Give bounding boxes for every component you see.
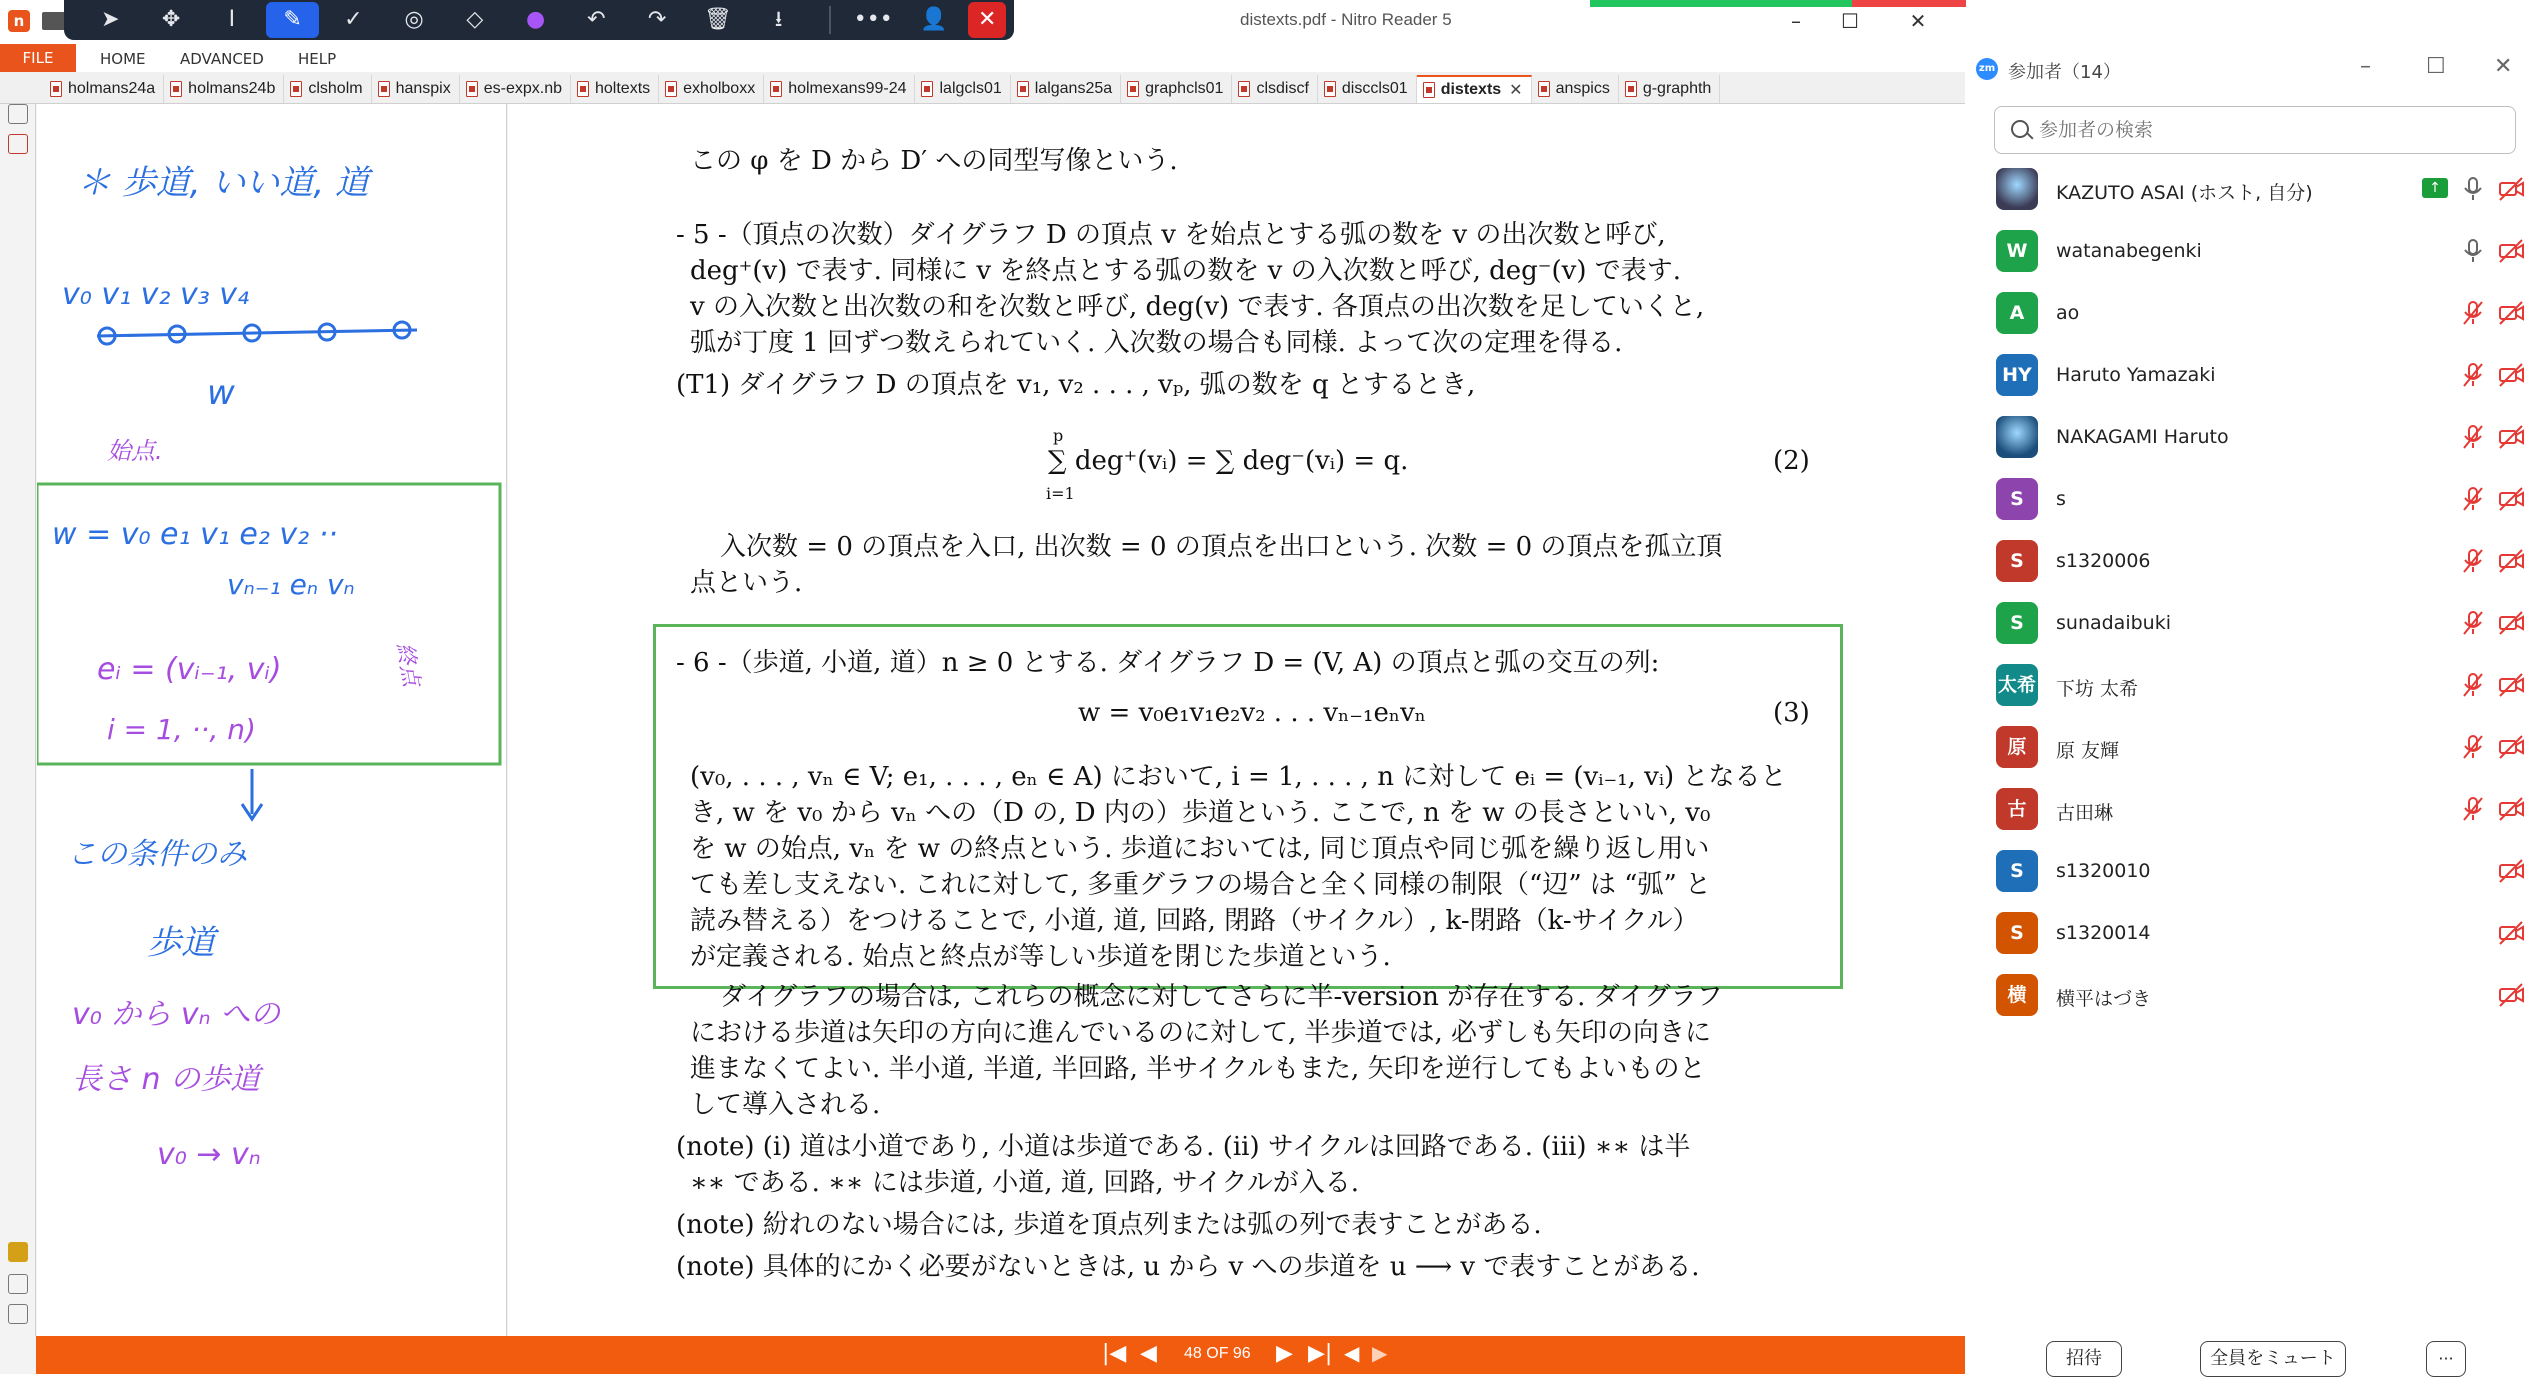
tab-holmans24b[interactable]: [164, 75, 284, 103]
participant-name: s1320006: [2056, 550, 2151, 572]
text-icon[interactable]: I: [228, 7, 236, 32]
eq2-superscript: p: [1053, 426, 1064, 445]
participant-name: ao: [2056, 302, 2080, 324]
panel-minimize-button[interactable]: –: [2360, 54, 2371, 79]
tab-g-graphth[interactable]: [1619, 75, 1721, 103]
first-page-button[interactable]: |◀: [1102, 1341, 1127, 1366]
pdf-icon: [1324, 81, 1336, 97]
close-tab-icon[interactable]: ✕: [1509, 82, 1523, 99]
pdf-icon: [290, 81, 302, 97]
tab-holmexans99-24[interactable]: [764, 75, 915, 103]
trash-icon[interactable]: 🗑: [703, 7, 732, 32]
doc-line: (note) (i) 道は小道であり, 小道は歩道である. (ii) サイクルは回路である. (iii) ∗∗ は半: [676, 1132, 1691, 1162]
tab-label: es-expx.nb: [483, 80, 562, 97]
mic-icon: [2458, 174, 2488, 204]
doc-line: (note) 具体的にかく必要がないときは, u から v への歩道を u ⟶ v で表すことがある.: [676, 1252, 1700, 1282]
avatar: [1996, 416, 2038, 458]
doc-line: して導入される.: [690, 1090, 881, 1120]
doc-line: - 5 -（頂点の次数）ダイグラフ D の頂点 v を始点とする弧の数を v の出次数と呼び,: [676, 220, 1666, 250]
toolbar-divider: [829, 6, 831, 34]
equation-number-3: (3): [1773, 698, 1810, 728]
tab-label: lalgcls01: [939, 80, 1002, 97]
mic-muted-icon: [2458, 546, 2488, 576]
doc-line: この φ を D から D′ への同型写像という.: [690, 146, 1178, 176]
tab-label: holmans24a: [68, 80, 156, 97]
tab-label: disccls01: [1341, 80, 1408, 97]
avatar: HY: [1996, 354, 2038, 396]
close-icon[interactable]: ✕: [968, 2, 1006, 38]
participant-name: Haruto Yamazaki: [2056, 364, 2216, 386]
download-icon[interactable]: ⭳: [774, 7, 783, 32]
tab-distexts[interactable]: [1417, 75, 1532, 103]
doc-line: ても差し支えない. これに対して, 多重グラフの場合と全く同様の制限（“辺” は “弧” と: [690, 870, 1712, 900]
tab-label: holmexans99-24: [788, 80, 907, 97]
tab-clsholm[interactable]: [284, 75, 371, 103]
participant-search-input[interactable]: [2039, 119, 2499, 141]
color-icon[interactable]: ●: [526, 7, 546, 32]
tab-lalgans25a[interactable]: [1011, 75, 1121, 103]
avatar: W: [1996, 230, 2038, 272]
participant-name: 原 友輝: [2056, 740, 2120, 762]
tab-disccls01[interactable]: [1318, 75, 1417, 103]
document-view[interactable]: [508, 104, 1965, 1336]
no-audio-icon: [2458, 856, 2488, 886]
tab-label: exholboxx: [683, 80, 756, 97]
pdf-icon: [1625, 81, 1637, 97]
tab-label: holtexts: [595, 80, 651, 97]
equation-number-2: (2): [1773, 446, 1810, 476]
tab-label: clsdiscf: [1256, 80, 1309, 97]
participant-name: NAKAGAMI Haruto: [2056, 426, 2229, 448]
tab-label: hanspix: [395, 80, 451, 97]
annotation-toolbar: [64, 0, 1014, 40]
avatar: 太希: [1996, 664, 2038, 706]
participant-name: s1320014: [2056, 922, 2151, 944]
path-line: [97, 330, 417, 336]
avatar: S: [1996, 478, 2038, 520]
mic-muted-icon: [2458, 670, 2488, 700]
menu-bar: [0, 42, 1965, 72]
eq2-subscript: i=1: [1046, 484, 1075, 503]
panel-popout-button[interactable]: ☐: [2426, 54, 2446, 79]
video-off-icon: [2496, 980, 2526, 1010]
zoom-panel-footer: [1966, 1330, 2533, 1374]
doc-line: 弧が丁度 1 回ずつ数えられていく. 入次数の場合も同様. よって次の定理を得る.: [690, 328, 1623, 358]
tab-clsdiscf[interactable]: [1232, 75, 1317, 103]
note-walk-types: ＊ 歩道, いい道, 道: [77, 163, 370, 203]
doc-line: き, w を v₀ から vₙ への（D の, D 内の）歩道という. ここで, n を w の長さといい, v₀: [690, 798, 1711, 828]
video-off-icon: [2496, 794, 2526, 824]
doc-line: v の入次数と出次数の和を次数と呼び, deg(v) で表す. 各頂点の出次数を足していくと,: [690, 292, 1705, 322]
note-index: i = 1, ··, n): [107, 713, 256, 746]
mic-muted-icon: [2458, 422, 2488, 452]
pdf-icon: [921, 81, 933, 97]
tab-label: distexts: [1440, 81, 1502, 98]
notes-canvas: [37, 104, 507, 1336]
pdf-icon: [50, 81, 62, 97]
avatar: A: [1996, 292, 2038, 334]
doc-line: ダイグラフの場合は, これらの概念に対してさらに半-version が存在する. ダイグラフ: [720, 982, 1723, 1012]
redo-icon[interactable]: ↷: [647, 7, 667, 32]
video-off-icon: [2496, 856, 2526, 886]
equation-3: w = v₀e₁v₁e₂v₂ . . . vₙ₋₁eₙvₙ: [1078, 698, 1427, 728]
pdf-icon: [1127, 81, 1139, 97]
tab-exholboxx[interactable]: [659, 75, 764, 103]
pdf-icon: [378, 81, 390, 97]
note-walk-def: w = v₀ e₁ v₁ e₂ v₂ ··: [52, 517, 338, 552]
more-icon[interactable]: •••: [853, 7, 893, 32]
pdf-icon: [665, 81, 677, 97]
pdf-page: [508, 104, 1965, 1336]
pdf-icon: [1238, 81, 1250, 97]
more-options-button[interactable]: ···: [2426, 1341, 2466, 1377]
nitro-app-icon[interactable]: n: [8, 10, 30, 32]
undo-icon[interactable]: ↶: [587, 7, 606, 32]
participant-row[interactable]: [1996, 846, 2526, 898]
doc-line: 進まなくてよい. 半小道, 半道, 半回路, 半サイクルもまた, 矢印を逆行してもよいものと: [690, 1054, 1706, 1084]
tab-es-expx[interactable]: [460, 75, 571, 103]
note-end: 終点: [391, 640, 424, 689]
participant-name: 下坊 太希: [2056, 678, 2139, 700]
attachments-icon[interactable]: [8, 1274, 28, 1294]
doc-line: 読み替える）をつけることで, 小道, 道, 回路, 閉路（サイクル）, k-閉路（k-サイクル）: [690, 906, 1699, 936]
participant-name: sunadaibuki: [2056, 612, 2171, 634]
tab-anspics[interactable]: [1532, 75, 1619, 103]
video-off-icon: [2496, 546, 2526, 576]
tab-label: graphcls01: [1145, 80, 1224, 97]
stamp-icon[interactable]: ◎: [404, 7, 424, 32]
participant-name: s: [2056, 488, 2066, 510]
comments-icon[interactable]: [8, 1242, 28, 1262]
mic-muted-icon: [2458, 608, 2488, 638]
mic-muted-icon: [2458, 360, 2488, 390]
document-tabs: [0, 72, 1965, 104]
left-tool-strip: [0, 104, 36, 1336]
avatar: S: [1996, 540, 2038, 582]
window-title: distexts.pdf - Nitro Reader 5: [1240, 10, 1452, 29]
video-off-icon: [2496, 670, 2526, 700]
tab-lalgcls01[interactable]: [915, 75, 1010, 103]
forward-view-icon[interactable]: ▶: [1372, 1341, 1388, 1365]
tab-graphcls01[interactable]: [1121, 75, 1232, 103]
pdf-icon: [770, 81, 782, 97]
note-edge-def: eᵢ = (vᵢ₋₁, vᵢ): [97, 652, 282, 687]
menu-advanced[interactable]: ADVANCED: [180, 50, 264, 68]
participant-search-box[interactable]: [1994, 106, 2516, 154]
doc-line: (note) 紛れのない場合には, 歩道を頂点列または弧の列で表すことがある.: [676, 1210, 1542, 1240]
note-start: 始点.: [107, 437, 163, 465]
participant-row[interactable]: [1996, 660, 2526, 712]
last-page-button[interactable]: ▶|: [1308, 1341, 1333, 1366]
no-audio-icon: [2458, 980, 2488, 1010]
zoom-participants-panel: [1966, 0, 2533, 1374]
menu-help[interactable]: HELP: [298, 50, 337, 68]
prev-page-button[interactable]: ◀: [1140, 1341, 1157, 1366]
doc-line: 入次数 = 0 の頂点を入口, 出次数 = 0 の頂点を出口という. 次数 = 0 の頂点を孤立頂: [720, 532, 1723, 562]
check-icon[interactable]: ✓: [344, 7, 363, 32]
participant-row[interactable]: [1996, 908, 2526, 960]
doc-line: (T1) ダイグラフ D の頂点を v₁, v₂ . . . , vₚ, 弧の数を q とするとき,: [676, 370, 1476, 400]
pdf-icon: [466, 81, 478, 97]
tab-holtexts[interactable]: [571, 75, 659, 103]
tab-label: holmans24b: [188, 80, 276, 97]
doc-line: における歩道は矢印の方向に進んでいるのに対して, 半歩道では, 必ずしも矢印の向きに: [690, 1018, 1712, 1048]
note-vertices: v₀ v₁ v₂ v₃ v₄: [62, 277, 250, 312]
menu-file[interactable]: FILE: [0, 44, 76, 72]
avatar: S: [1996, 912, 2038, 954]
close-window-button[interactable]: ✕: [1909, 9, 1927, 33]
note-length: 長さ n の歩道: [72, 1062, 261, 1097]
participants-title: 参加者（14）: [2008, 62, 2121, 83]
doc-line: 点という.: [690, 568, 803, 598]
pages-icon[interactable]: [8, 104, 28, 124]
participant-row[interactable]: [1996, 536, 2526, 588]
tab-holmans24a[interactable]: [44, 75, 164, 103]
participant-name: 古田琳: [2056, 802, 2114, 824]
annotator-icon[interactable]: 👤: [920, 7, 948, 32]
mute-all-button[interactable]: 全員をミュート: [2200, 1341, 2346, 1377]
video-off-icon: [2496, 918, 2526, 948]
avatar: 原: [1996, 726, 2038, 768]
avatar: 古: [1996, 788, 2038, 830]
video-off-icon: [2496, 174, 2526, 204]
video-off-icon: [2496, 484, 2526, 514]
doc-line: deg⁺(v) で表す. 同様に v を終点とする弧の数を v の入次数と呼び, deg⁻(v) で表す.: [690, 256, 1682, 286]
note-arrow-path: v₀ → vₙ: [157, 1137, 261, 1172]
participant-row[interactable]: [1996, 970, 2526, 1022]
doc-line: - 6 -（歩道, 小道, 道）n ≥ 0 とする. ダイグラフ D = (V, A) の頂点と弧の交互の列:: [676, 648, 1660, 678]
tab-label: clsholm: [308, 80, 363, 97]
bookmarks-icon[interactable]: [8, 134, 28, 154]
participant-row[interactable]: [1996, 474, 2526, 526]
participant-row[interactable]: [1996, 722, 2526, 774]
tab-hanspix[interactable]: [372, 75, 460, 103]
note-from-to: v₀ から vₙ への: [72, 997, 281, 1032]
doc-line: (v₀, . . . , vₙ ∈ V; e₁, . . . , eₙ ∈ A) において, i = 1, . . . , n に対して eᵢ = (vᵢ₋₁, vᵢ) となると: [690, 762, 1787, 792]
next-page-button[interactable]: ▶: [1276, 1341, 1293, 1366]
note-walk-def-2: vₙ₋₁ eₙ vₙ: [227, 568, 355, 601]
move-icon[interactable]: ✥: [161, 7, 181, 32]
cursor-icon[interactable]: ➤: [101, 7, 120, 32]
video-off-icon: [2496, 422, 2526, 452]
video-off-icon: [2496, 732, 2526, 762]
open-folder-icon[interactable]: [42, 12, 66, 30]
avatar: S: [1996, 850, 2038, 892]
avatar: [1996, 168, 2038, 210]
eraser-icon[interactable]: ◇: [466, 7, 484, 32]
mic-muted-icon: [2458, 732, 2488, 762]
pdf-icon: [170, 81, 182, 97]
participant-row[interactable]: [1996, 784, 2526, 836]
tab-label: g-graphth: [1642, 80, 1712, 97]
avatar: 横: [1996, 974, 2038, 1016]
pdf-icon: [1423, 82, 1435, 98]
screen-share-icon: ↑: [2422, 178, 2448, 198]
no-audio-icon: [2458, 918, 2488, 948]
pdf-icon: [577, 81, 589, 97]
participant-name: 横平はづき: [2056, 988, 2152, 1010]
pdf-icon: [1017, 81, 1029, 97]
zoom-panel-header: [1966, 50, 2533, 90]
video-off-icon: [2496, 360, 2526, 390]
search-icon: [2011, 120, 2029, 138]
video-off-icon: [2496, 608, 2526, 638]
participant-row[interactable]: [1996, 412, 2526, 464]
doc-line: ∗∗ である. ∗∗ には歩道, 小道, 道, 回路, サイクルが入る.: [690, 1168, 1360, 1198]
equation-2: ∑ deg⁺(vᵢ) = ∑ deg⁻(vᵢ) = q.: [1048, 446, 1409, 476]
note-walk: 歩道: [147, 923, 215, 963]
menu-home[interactable]: HOME: [100, 50, 146, 68]
participant-row[interactable]: [1996, 598, 2526, 650]
mic-muted-icon: [2458, 794, 2488, 824]
pdf-icon: [1538, 81, 1550, 97]
minimize-button[interactable]: –: [1791, 9, 1801, 33]
participant-name: watanabegenki: [2056, 240, 2202, 262]
panel-close-button[interactable]: ✕: [2494, 54, 2513, 79]
participant-row[interactable]: [1996, 226, 2526, 278]
tab-label: lalgans25a: [1034, 80, 1113, 97]
page-indicator[interactable]: 48 OF 96: [1184, 1345, 1251, 1362]
participant-name: s1320010: [2056, 860, 2151, 882]
mic-muted-icon: [2458, 298, 2488, 328]
layers-icon[interactable]: [8, 1304, 28, 1324]
doc-line: が定義される. 始点と終点が等しい歩道を閉じた歩道という.: [690, 942, 1391, 972]
note-w: w: [207, 373, 235, 413]
pen-icon[interactable]: ✎: [266, 2, 319, 38]
page-navigation-bar: [36, 1336, 1965, 1374]
handwritten-notes-pane[interactable]: [37, 104, 507, 1336]
doc-line: を w の始点, vₙ を w の終点という. 歩道においては, 同じ頂点や同じ弧を繰り返し用い: [690, 834, 1710, 864]
participant-row[interactable]: [1996, 350, 2526, 402]
tab-label: anspics: [1555, 80, 1610, 97]
participant-row[interactable]: [1996, 164, 2526, 216]
maximize-button[interactable]: ☐: [1841, 9, 1859, 33]
back-view-icon[interactable]: ◀: [1344, 1341, 1360, 1365]
invite-button[interactable]: 招待: [2046, 1341, 2122, 1377]
participant-name: KAZUTO ASAI (ホスト, 自分): [2056, 182, 2313, 204]
note-condition: この条件のみ: [67, 837, 247, 872]
mic-muted-icon: [2458, 484, 2488, 514]
zoom-logo-icon: zm: [1976, 58, 1998, 80]
avatar: S: [1996, 602, 2038, 644]
video-off-icon: [2496, 298, 2526, 328]
video-off-icon: [2496, 236, 2526, 266]
mic-icon: [2458, 236, 2488, 266]
participant-row[interactable]: [1996, 288, 2526, 340]
